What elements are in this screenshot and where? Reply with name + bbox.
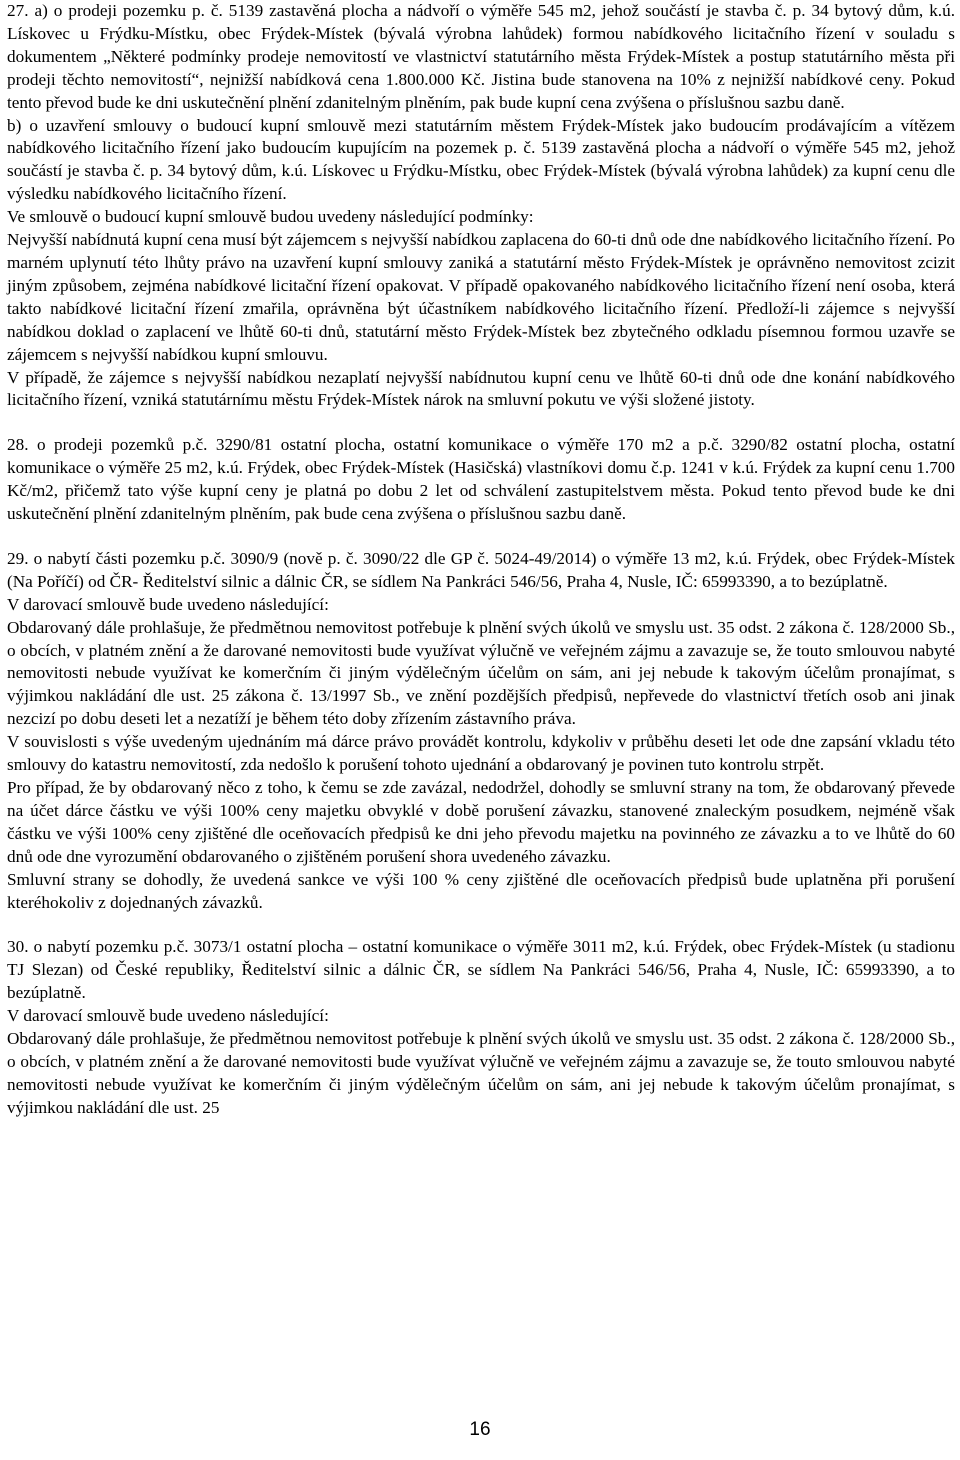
gift-contract-intro: V darovací smlouvě bude uvedeno následující:	[7, 594, 329, 614]
item-29-paragraph: 29. o nabytí části pozemku p.č. 3090/9 (nově p. č. 3090/22 dle GP č. 5024-49/2014) o výměře 13 m2, k.ú. Frýdek, obec Frýdek-Místek (Na Poříčí) od ČR- Ředitelství silnic a dálnic ČR, se sídlem Na Pankráci 546/56, Praha 4, Nusle, IČ: 65993390, a to bezúplatně.	[7, 548, 955, 591]
spacer	[7, 914, 955, 936]
item-27a-paragraph: 27. a) o prodeji pozemku p. č. 5139 zastavěná plocha a nádvoří o výměře 545 m2, jehož součástí je stavba č. p. 34 bytový dům, k.ú. Lískovec u Frýdku-Místku, obec Frýdek-Místek (bývalá výrobna lahůdek) formou nabídkového licitačního řízení v souladu s dokumentem „Některé podmínky prodeje nemovitostí ve vlastnictví statutárního města Frýdek-Místek a postup statutárního města při prodeji těchto nemovitostí“, nejnižší nabídková cena 1.800.000 Kč. Jistina bude stanovena na 10% z nejnižší nabídkové ceny. Pokud tento převod bude ke dni uskutečnění plnění zdanitelným plněním, pak bude kupní cena zvýšena o příslušnou sazbu daně.	[7, 1, 955, 112]
conditions-paragraph: Nejvyšší nabídnutá kupní cena musí být zájemcem s nejvyšší nabídkou zaplacena do 60-ti dnů ode dne nabídkového licitačního řízení. Po marném uplynutí této lhůty právo na uzavření kupní smlouvy zaniká a statutární město Frýdek-Místek je oprávněno nemovitost zcizit jiným způsobem, zejména nabídkové licitační řízení opakovat. V případě opakovaného nabídkového licitačního řízení není osoba, která takto nabídkové licitační řízení zmařila, oprávněna být účastníkem nabídkového licitačního řízení. Předloží-li zájemce s nejvyšší nabídkou doklad o zaplacení ve lhůtě 60-ti dnů, statutární město Frýdek-Místek bez zbytečného odkladu písemnou formou uzavře se zájemcem s nejvyšší nabídkou kupní smlouvu.	[7, 230, 955, 364]
item-30-paragraph: 30. o nabytí pozemku p.č. 3073/1 ostatní plocha – ostatní komunikace o výměře 3011 m2, k.ú. Frýdek, obec Frýdek-Místek (u stadionu TJ Slezan) od České republiky, Ředitelství silnic a dálnic ČR, se sídlem Na Pankráci 546/56, Praha 4, Nusle, IČ: 65993390, a to bezúplatně.	[7, 937, 955, 1003]
gift-declaration-paragraph: Obdarovaný dále prohlašuje, že předmětnou nemovitost potřebuje k plnění svých úkolů ve smyslu ust. 35 odst. 2 zákona č. 128/2000 Sb., o obcích, v platném znění a že darované nemovitosti bude využívat výlučně ve veřejném zájmu a zavazuje se, že touto smlouvou nabyté nemovitosti nebude využívat ke komerčním či jiným výdělečným účelům on sám, ani jej nebude k takovým účelům pronajímat, s výjimkou nakládání dle ust. 25 zákona č. 13/1997 Sb., ve znění pozdějších předpisů, nepřevede do vlastnictví třetích osob ani jinak nezcizí po dobu deseti let a nezatíží je během této doby zřízením zástavního práva.	[7, 617, 955, 729]
gift-control-paragraph: V souvislosti s výše uvedeným ujednáním má dárce právo provádět kontrolu, kdykoliv v průběhu deseti let ode dne zapsání vkladu této smlouvy do katastru nemovitostí, zda nedošlo k porušení tohoto ujednání a obdarovaný je povinen tuto kontrolu strpět.	[7, 732, 955, 775]
spacer	[7, 526, 955, 548]
document-body	[7, 0, 955, 1120]
spacer	[7, 412, 955, 434]
gift-declaration-paragraph: Obdarovaný dále prohlašuje, že předmětnou nemovitost potřebuje k plnění svých úkolů ve smyslu ust. 35 odst. 2 zákona č. 128/2000 Sb., o obcích, v platném znění a že darované nemovitosti bude využívat výlučně ve veřejném zájmu a zavazuje se, že touto smlouvou nabyté nemovitosti nebude využívat ke komerčním či jiným výdělečným účelům on sám, ani jej nebude k takovým účelům pronajímat, s výjimkou nakládání dle ust. 25	[7, 1029, 955, 1117]
item-28-paragraph: 28. o prodeji pozemků p.č. 3290/81 ostatní plocha, ostatní komunikace o výměře 170 m2 a p.č. 3290/82 ostatní plocha, ostatní komunikace o výměře 25 m2, k.ú. Frýdek, obec Frýdek-Místek (Hasičská) vlastníkovi domu č.p. 1241 v k.ú. Frýdek za kupní cenu 1.700 Kč/m2, přičemž tato výše kupní ceny je platná po dobu 2 let od schválení zastupitelstvem města. Pokud tento převod bude ke dni uskutečnění plnění zdanitelným plněním, pak bude cena zvýšena o příslušnou sazbu daně.	[7, 435, 955, 524]
gift-contract-intro: V darovací smlouvě bude uvedeno následující:	[7, 1006, 329, 1026]
item-27b-paragraph: b) o uzavření smlouvy o budoucí kupní smlouvě mezi statutárním městem Frýdek-Místek jako budoucím prodávajícím a vítězem nabídkového licitačního řízení jako budoucím kupujícím na pozemek p. č. 5139 zastavěná plocha a nádvoří o výměře 545 m2, jehož součástí je stavba č. p. 34 bytový dům, k.ú. Lískovec u Frýdku-Místku, obec Frýdek-Místek (bývalá výrobna lahůdek) za kupní cenu dle výsledku nabídkového licitačního řízení.	[7, 115, 955, 204]
gift-agreement-paragraph: Smluvní strany se dohodly, že uvedená sankce ve výši 100 % ceny zjištěné dle oceňovacích předpisů bude uplatněna při porušení kteréhokoliv z dojednaných závazků.	[7, 869, 955, 912]
conditions-intro: Ve smlouvě o budoucí kupní smlouvě budou uvedeny následující podmínky:	[7, 207, 534, 227]
page-number: 16	[469, 1419, 491, 1440]
penalty-paragraph: V případě, že zájemce s nejvyšší nabídkou nezaplatí nejvyšší nabídnutou kupní cenu ve lhůtě 60-ti dnů ode dne konání nabídkového licitačního řízení, vzniká statutárnímu městu Frýdek-Místek nárok na smluvní pokutu ve výši složené jistoty.	[7, 367, 955, 410]
gift-sanction-paragraph: Pro případ, že by obdarovaný něco z toho, k čemu se zde zavázal, nedodržel, dohodly se smluvní strany na tom, že obdarovaný převede na účet dárce částku ve výši 100% ceny majetku obvyklé v době porušení závazku, stanovené znaleckým posudkem, nejméně však částku ve výši 100% ceny zjištěné dle oceňovacích předpisů ke dni jeho převodu majetku na povinného ze závazku a to ve lhůtě do 60 dnů ode dne vyrozumění obdarovaného o zjištěném porušení shora uvedeného závazku.	[7, 778, 955, 866]
